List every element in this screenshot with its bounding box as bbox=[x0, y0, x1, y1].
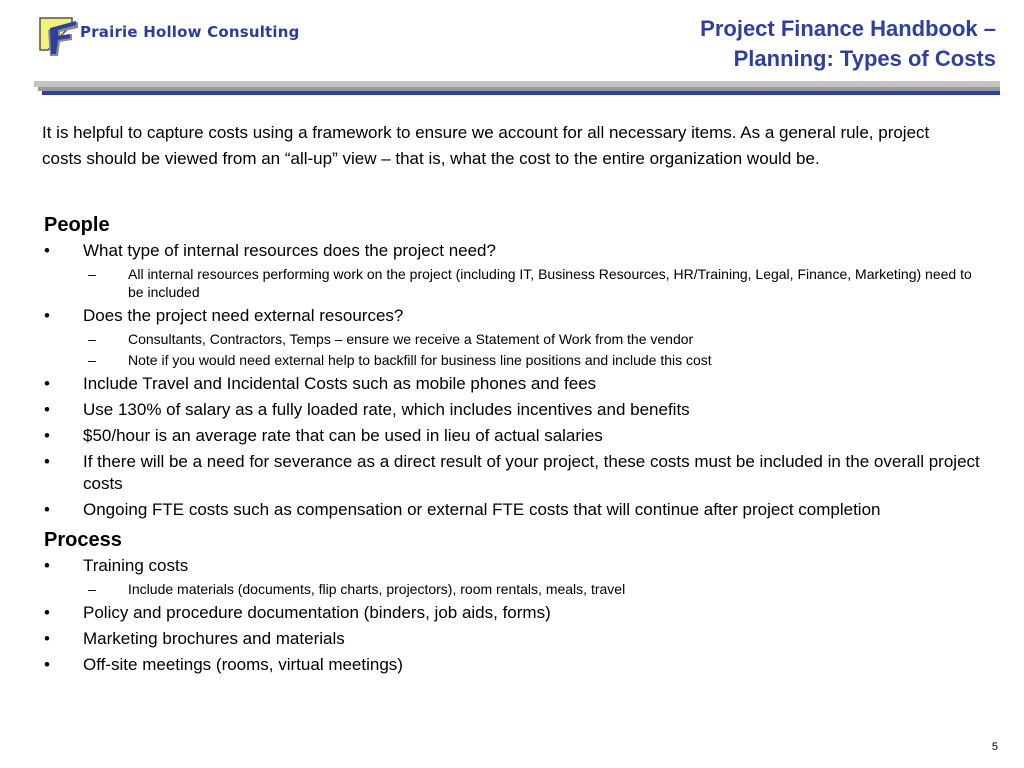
dash-icon: – bbox=[88, 331, 96, 347]
list-item-text: Ongoing FTE costs such as compensation or external FTE costs that will continue after project completion bbox=[83, 500, 881, 519]
section-heading-people: People bbox=[44, 214, 110, 236]
list-item bbox=[44, 654, 984, 676]
intro-paragraph: It is helpful to capture costs using a framework to ensure we account for all necessary items. As a general rule, project costs should be viewed from an “all-up” view – that is, what the cost to the entire organization would be. bbox=[42, 123, 930, 168]
list-item bbox=[44, 628, 984, 650]
bullet-icon: • bbox=[44, 426, 50, 445]
slide-title-line-2: Planning: Types of Costs bbox=[733, 46, 996, 71]
list-item-text: Use 130% of salary as a fully loaded rate, which includes incentives and benefits bbox=[83, 400, 690, 419]
list-item bbox=[44, 451, 984, 495]
sub-list-item-text: Note if you would need external help to backfill for business line positions and include this cost bbox=[128, 352, 712, 368]
list-item-text: $50/hour is an average rate that can be used in lieu of actual salaries bbox=[83, 426, 603, 445]
list-item bbox=[44, 602, 984, 624]
sub-list bbox=[83, 330, 984, 369]
content-body bbox=[44, 212, 984, 680]
bullet-icon: • bbox=[44, 452, 50, 471]
bullet-icon: • bbox=[44, 374, 50, 393]
bullet-icon: • bbox=[44, 500, 50, 519]
list-item bbox=[44, 425, 984, 447]
divider-blue-band bbox=[42, 91, 1000, 95]
sub-list-item bbox=[44, 351, 984, 369]
slide-title bbox=[700, 14, 996, 74]
list-item bbox=[44, 240, 984, 301]
list-item bbox=[44, 555, 984, 598]
list-item bbox=[44, 305, 984, 369]
logo-icon bbox=[38, 16, 80, 56]
bullet-icon: • bbox=[44, 603, 50, 622]
bullet-icon: • bbox=[44, 306, 50, 325]
sub-list bbox=[83, 580, 984, 598]
dash-icon: – bbox=[88, 352, 96, 368]
sub-list-item bbox=[44, 265, 984, 301]
section-heading-process: Process bbox=[44, 529, 122, 551]
logo-text: Prairie Hollow Consulting bbox=[80, 23, 300, 41]
dash-icon: – bbox=[88, 266, 96, 282]
bullet-icon: • bbox=[44, 556, 50, 575]
bullet-icon: • bbox=[44, 241, 50, 260]
list-item-text: If there will be a need for severance as a direct result of your project, these costs must be included in the overall project costs bbox=[83, 452, 980, 493]
bullet-list bbox=[44, 240, 984, 521]
list-item-text: Does the project need external resources? bbox=[83, 306, 404, 325]
bullet-icon: • bbox=[44, 655, 50, 674]
list-item-text: Training costs bbox=[83, 556, 189, 575]
list-item-text: Include Travel and Incidental Costs such as mobile phones and fees bbox=[83, 374, 597, 393]
list-item-text: Off-site meetings (rooms, virtual meetings) bbox=[83, 655, 403, 674]
sub-list-item bbox=[44, 580, 984, 598]
list-item-text: Marketing brochures and materials bbox=[83, 629, 345, 648]
bullet-list bbox=[44, 555, 984, 676]
dash-icon: – bbox=[88, 581, 96, 597]
bullet-icon: • bbox=[44, 629, 50, 648]
list-item bbox=[44, 399, 984, 421]
list-item-text: What type of internal resources does the project need? bbox=[83, 241, 496, 260]
list-item-text: Policy and procedure documentation (binders, job aids, forms) bbox=[83, 603, 551, 622]
page-number: 5 bbox=[991, 741, 998, 753]
bullet-icon: • bbox=[44, 400, 50, 419]
sub-list bbox=[83, 265, 984, 301]
sub-list-item bbox=[44, 330, 984, 348]
sub-list-item-text: Include materials (documents, flip charts, projectors), room rentals, meals, travel bbox=[128, 581, 626, 597]
sub-list-item-text: All internal resources performing work on the project (including IT, Business Resources, HR/Training, Legal, Finance, Marketing) need to be included bbox=[128, 266, 972, 300]
sub-list-item-text: Consultants, Contractors, Temps – ensure we receive a Statement of Work from the vendor bbox=[128, 331, 694, 347]
list-item bbox=[44, 373, 984, 395]
header-divider bbox=[34, 81, 1000, 97]
list-item bbox=[44, 499, 984, 521]
slide-title-line-1: Project Finance Handbook – bbox=[700, 16, 996, 41]
